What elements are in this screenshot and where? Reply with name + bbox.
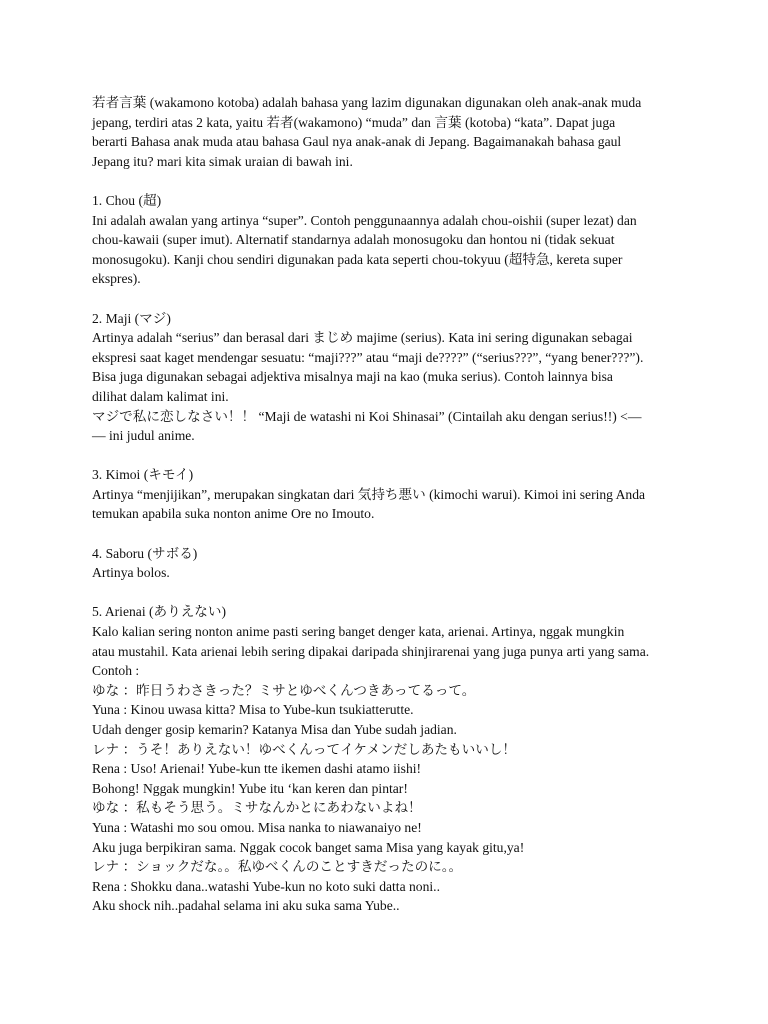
dialogue-line: Yuna : Kinou uwasa kitta? Misa to Yube-kun tsukiatterutte. bbox=[92, 702, 414, 718]
intro-line: berarti Bahasa anak muda atau bahasa Gaul nya anak-anak di Jepang. Bagaimanakah bahasa gaul bbox=[92, 134, 622, 150]
section-saboru bbox=[92, 544, 682, 583]
dialogue-line: ゆな ：昨日うわさきった？ミサとゆべくんつきあってるって。 bbox=[92, 682, 476, 698]
paragraph-gap bbox=[92, 524, 682, 544]
intro-paragraph bbox=[92, 93, 682, 171]
dialogue-line: Aku juga berpikiran sama. Nggak cocok banget sama Misa yang kayak gitu,ya! bbox=[92, 839, 525, 855]
section-line: Artinya “menjijikan”, merupakan singkatan dari 気持ち悪い (kimochi warui). Kimoi ini sering Anda bbox=[92, 486, 646, 502]
dialogue-line: Rena : Uso! Arienai! Yube-kun tte ikemen dashi atamo iishi! bbox=[92, 761, 422, 777]
dialogue-line: Udah denger gosip kemarin? Katanya Misa dan Yube sudah jadian. bbox=[92, 722, 457, 737]
section-line: マジで私に恋しなさい！！ “Maji de watashi ni Koi Shinasai” (Cintailah aku dengan serius!!) <— bbox=[92, 408, 642, 424]
section-line: Artinya bolos. bbox=[92, 565, 170, 581]
dialogue-line: ゆな ：私もそう思う。ミサなんかとにあわないよね！ bbox=[92, 800, 422, 816]
dialogue-line: レナ ：ショックだな。。私ゆべくんのことすきだったのに。。 bbox=[92, 859, 463, 875]
paragraph-gap bbox=[92, 289, 682, 309]
section-line: ekspres). bbox=[92, 271, 141, 287]
section-line: monosugoku). Kanji chou sendiri digunakan pada kata seperti chou-tokyuu (超特急, kereta super bbox=[92, 251, 623, 267]
section-line: atau mustahil. Kata arienai lebih sering dipakai daripada shinjirarenai yang juga punya arti yang sama. bbox=[92, 643, 650, 659]
paragraph-gap bbox=[92, 446, 682, 466]
paragraph-gap bbox=[92, 583, 682, 603]
section-line: chou-kawaii (super imut). Alternatif standarnya adalah monosugoku dan hontou ni (tidak sekuat bbox=[92, 232, 615, 248]
section-line: Kalo kalian sering nonton anime pasti sering banget denger kata, arienai. Artinya, nggak mungkin bbox=[92, 624, 625, 640]
section-kimoi bbox=[92, 465, 682, 524]
section-line: ekspresi saat kaget mendengar sesuatu: “maji???” atau “maji de????” (“serius???”, “yang bener???”). bbox=[92, 349, 644, 365]
document-page bbox=[92, 93, 682, 916]
section-heading: 4. Saboru (サボる) bbox=[92, 545, 198, 561]
dialogue-line: Aku shock nih..padahal selama ini aku suka sama Yube.. bbox=[92, 898, 400, 914]
intro-line: jepang, terdiri atas 2 kata, yaitu 若者(wakamono) “muda” dan 言葉 (kotoba) “kata”. Dapat juga bbox=[92, 114, 616, 130]
section-arienai bbox=[92, 602, 682, 916]
section-line: Contoh : bbox=[92, 663, 140, 679]
section-heading: 2. Maji (マジ) bbox=[92, 310, 171, 326]
section-chou bbox=[92, 191, 682, 289]
dialogue-line: Rena : Shokku dana..watashi Yube-kun no koto suki datta noni.. bbox=[92, 878, 440, 894]
section-maji bbox=[92, 309, 682, 446]
section-line: — ini judul anime. bbox=[92, 428, 195, 444]
dialogue-line: Bohong! Nggak mungkin! Yube itu ‘kan keren dan pintar! bbox=[92, 780, 408, 796]
section-line: Artinya adalah “serius” dan berasal dari まじめ majime (serius). Kata ini sering digunakan sebagai bbox=[92, 330, 633, 346]
section-heading: 5. Arienai (ありえない) bbox=[92, 604, 227, 620]
intro-line: Jepang itu? mari kita simak uraian di bawah ini. bbox=[92, 153, 353, 169]
dialogue-line: Yuna : Watashi mo sou omou. Misa nanka to niawanaiyo ne! bbox=[92, 819, 422, 835]
dialogue-line: レナ ：うそ！ありえない！ゆべくんってイケメンだしあたもいいし！ bbox=[92, 741, 516, 757]
intro-line: 若者言葉 (wakamono kotoba) adalah bahasa yang lazim digunakan digunakan oleh anak-anak muda bbox=[92, 95, 642, 110]
section-heading: 3. Kimoi (キモイ) bbox=[92, 467, 194, 483]
section-line: Ini adalah awalan yang artinya “super”. Contoh penggunaannya adalah chou-oishii (super lezat) dan bbox=[92, 212, 637, 228]
section-line: temukan apabila suka nonton anime Ore no Imouto. bbox=[92, 506, 375, 522]
section-heading: 1. Chou (超) bbox=[92, 192, 162, 208]
section-line: Bisa juga digunakan sebagai adjektiva misalnya maji na kao (muka serius). Contoh lainnya bisa bbox=[92, 369, 613, 385]
paragraph-gap bbox=[92, 171, 682, 191]
section-line: dilihat dalam kalimat ini. bbox=[92, 388, 229, 404]
